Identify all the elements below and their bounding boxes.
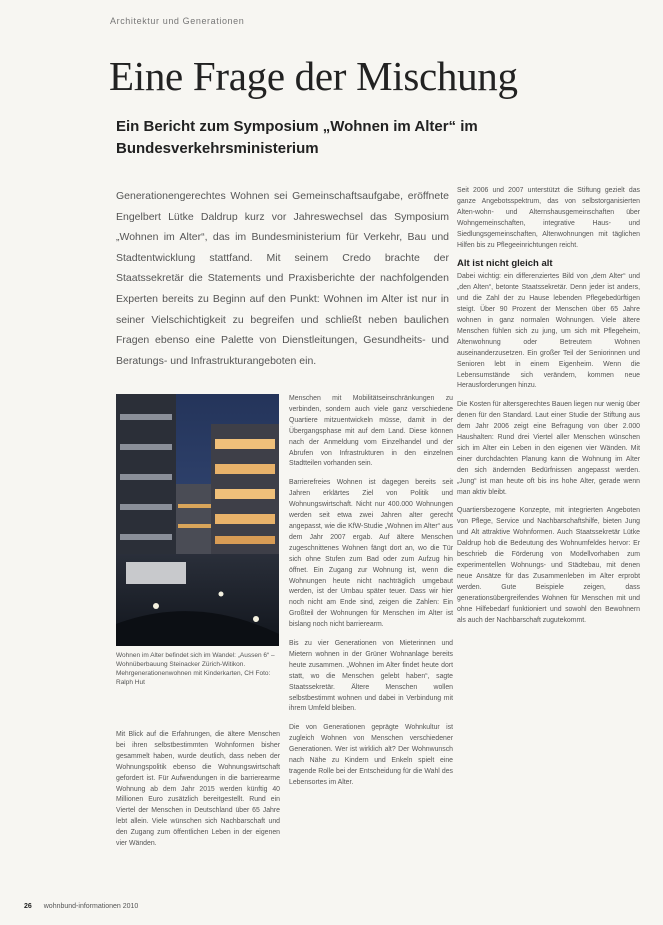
- paragraph: Barrierefreies Wohnen ist dagegen bereits seit Jahren erklärtes Ziel von Politik und Wohnungswirtschaft. Nicht nur 400.000 Wohnungen werden seit etwa zwei Jahren alter gerecht angepasst, wie die KfW-Studie „Wohnen im Alter“ aus dem Jahr 2007 ergab. Auf ältere Menschen zugeschnittenes Wohnen fängt dort an, wo die Tür sich ohne Stufen zum Bad oder zum Aufzug hin öffnet. Ein Zugang zur Wohnung ist, wenn die Wohnungen heute nicht nachträglich umgebaut werden, ist der Umbau später teuer. Dass wir hier noch nicht am Ende sind, zeigen die Zahlen: Ein Großteil der Wohnungen für Menschen im Alter ist bislang noch nicht barrierearm.: [289, 479, 453, 629]
- article-column-middle: [289, 394, 453, 797]
- photo-credit: Foto: Ralph Hut: [116, 670, 271, 686]
- kicker: Architektur und Generationen: [110, 16, 245, 26]
- paragraph: Dabei wichtig: ein differenziertes Bild von „dem Alter“ und „den Alten“, betonte Staatssekretär. Denn jeder ist anders, und die Zahl der zu Hause lebenden Pflegebedürftigen steigt. Über 90 Prozent der Menschen über 65 Jahre wohnen in ganz normalen Wohnungen. Viele ältere Menschen fühlen sich zu jung, um sich mit Pflegeheim, Altenwohnung oder Betreutem Wohnen auseinanderzusetzen. Ein großer Teil der Seniorinnen und Senioren lebt in einem Eigenheim. Wenn die Lebensumstände sich verändern, kommen neue Herausforderungen hinzu.: [457, 273, 640, 390]
- building-photo: [116, 394, 279, 646]
- subtitle: Ein Bericht zum Symposium „Wohnen im Alter“ im Bundesverkehrsministerium: [116, 118, 478, 157]
- paragraph: Die von Generationen geprägte Wohnkultur ist zugleich Wohnen von Menschen verschiedener Generationen. Wer ist wirklich alt? Der Wohnwunsch nach Nähe zu Kindern und Enkeln spielt eine tragende Rolle bei der Entscheidung für die Wahl des Lebensortes im Alter.: [289, 724, 453, 786]
- paragraph: Bis zu vier Generationen von Mieterinnen und Mietern wohnen in der Grüner Wohnanlage bereits heute zusammen. „Wohnen im Alter findet heute dort statt, wo die Menschen gelebt haben“, sagte Staatssekretär. Ältere Menschen wollen selbstbestimmt wohnen und dabei in Verbindung mit ihrem Umfeld bleiben.: [289, 640, 453, 713]
- paragraph: Die Kosten für altersgerechtes Bauen liegen nur wenig über denen für den Standard. Laut einer Studie der Stiftung aus dem Jahr 2006 zeigt eine Befragung von über 2.000 Haushalten: Rund drei Viertel aller Menschen wünschen sich im Alter ein Leben in den eigenen vier Wänden. Mit einer durchdachten Planung kann die Wohnung im Alter den sich ändernden Bedürfnissen angepasst werden. „Jung“ ist man heute oft bis ins hohe Alter, gerade wenn man aktiv bleibt.: [457, 401, 640, 496]
- article-column-right: [457, 186, 640, 634]
- page-number: 26: [24, 903, 32, 910]
- lead-paragraph: Generationengerechtes Wohnen sei Gemeinschaftsaufgabe, eröffnete Engelbert Lütke Daldrup kurz vor Jahreswechsel das Symposium „Wohnen im Alter“, das im Bundesministerium für Verkehr, Bau und Stadtentwicklung stattfand. Mit seinem Credo brachte der Staatssekretär die Statements und Praxisberichte der nachfolgenden Experten bereits zu Beginn auf den Punkt: Wohnen im Alter ist nur in seiner Vielschichtigkeit zu begreifen und schließt neben baulichen Fragen ebenso eine Palette von Dienstleitungen, Gesundheits- und Beratungs- und Infrastrukturangeboten ein.: [116, 190, 449, 367]
- publication-name: wohnbund-informationen 2010: [43, 903, 139, 910]
- page-title: Eine Frage der Mischung: [109, 53, 518, 99]
- paragraph: Quartiersbezogene Konzepte, mit integrierten Angeboten von Pflege, Service und Nachbarschaftshilfe, bieten Jung und Alt attraktive Wohnformen. Auch Staatssekretär Lütke Daldrup hob die Bedeutung des Wohnumfeldes hervor: Er beschrieb die Förderung von Modellvorhaben zum experimentellen Wohnungs- und Städtebau, mit denen neue Ansätze für das Zusammenleben im Alter erprobt werden. Gute Beispiele zeigen, dass generationsübergreifendes Wohnen für Menschen mit und ohne Hilfebedarf funktioniert und sowohl den Bewohnern als auch der Nachbarschaft zugutekommt.: [457, 507, 640, 624]
- article-column-left: [116, 730, 280, 858]
- caption-text: Wohnen im Alter befindet sich im Wandel: „Aussen 6“ – Wohnüberbauung Steinacker Zürich-Witikon. Mehrgenerationenwohnen mit Kinderkarten, CH: [116, 652, 275, 677]
- paragraph: Mit Blick auf die Erfahrungen, die ältere Menschen bei ihren selbstbestimmten Wohnformen bisher gesammelt haben, wurde deutlich, dass neben der Wohnungspolitik ebenso die Wohnungswirtschaft gefordert ist. Für Aufwendungen in die barrierearme Wohnung ab dem Jahr 2015 werden künftig 40 Millionen Euro zusätzlich bereitgestellt. Rund ein Viertel der Menschen in Deutschland über 65 Jahre lebt allein. Viele wünschen sich Nachbarschaft und den Zugang zum öffentlichen Leben in der eigenen vier Wänden.: [116, 731, 280, 848]
- paragraph: Menschen mit Mobilitätseinschränkungen zu verbinden, sondern auch viele ganz verschiedene Quartiere mitzuentwickeln müsse, damit in der Übergangsphase mit auf dem Land. Diese können nach der Anmeldung vom Einzelhandel und der Abrufen von Infrastrukturen in den einzelnen Stadtteilen vorhanden sein.: [289, 395, 453, 468]
- page-footer: [24, 903, 138, 910]
- section-heading: Alt ist nicht gleich alt: [457, 258, 553, 270]
- paragraph: Seit 2006 und 2007 unterstützt die Stiftung gezielt das ganze Angebotsspektrum, das von selbstorganisierten Alten-wohn- und Alternshausgemeinschaften über Wohngemeinschaften, integrative Haus- und Siedlungsgemeinschaften, Altenwohnungen mit täglichen Hilfen bis zu Pflegeeinrichtungen reicht.: [457, 187, 640, 249]
- photo-caption: [116, 651, 279, 687]
